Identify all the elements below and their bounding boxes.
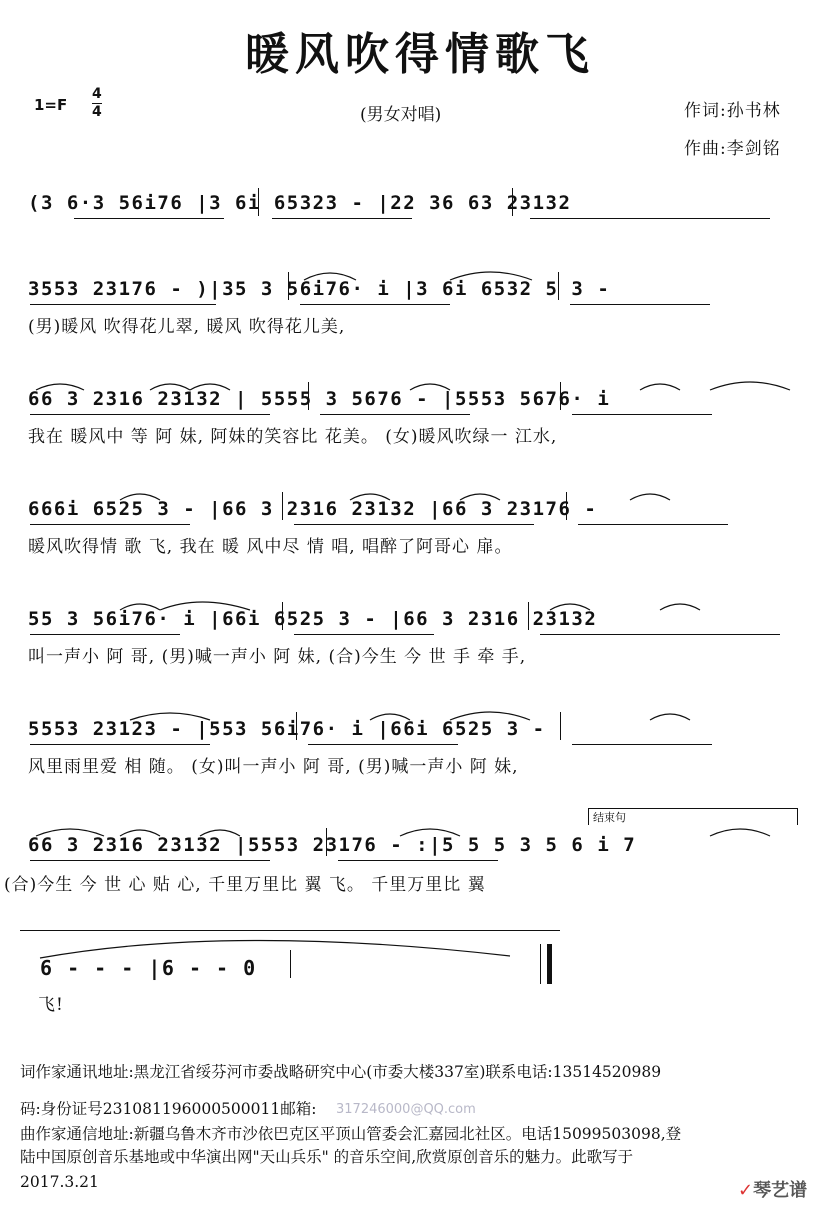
- site-logo: [738, 1176, 807, 1202]
- lyricist-credit: 作词:孙书林: [684, 101, 781, 121]
- ending-label: 结束句: [588, 808, 798, 825]
- beam-line: [300, 304, 450, 305]
- slur-mark: [300, 264, 540, 284]
- footer-line-3: 曲作家通信地址:新疆乌鲁木齐市沙依巴克区平顶山管委会汇嘉园北社区。电话15099503098,登: [20, 1125, 682, 1143]
- footer-line-4: 陆中国原创音乐基地或中华演出网"天山兵乐" 的音乐空间,欣赏原创音乐的魅力。此歌写于: [20, 1148, 634, 1166]
- barline: [288, 272, 289, 300]
- time-signature-top: 4: [92, 86, 102, 102]
- song-title: 暖风吹得情歌飞: [245, 29, 595, 80]
- lyrics-line: 暖风吹得情 歌 飞, 我在 暖 风中尽 情 唱, 唱醉了阿哥心 扉。: [28, 537, 513, 557]
- time-signature: [92, 86, 102, 121]
- final-barline-thick: [547, 944, 552, 984]
- footer-line-1: 词作家通讯地址:黑龙江省绥芬河市委战略研究中心(市委大楼337室)联系电话:13514520989: [20, 1063, 662, 1081]
- beam-line: [272, 218, 412, 219]
- final-barline-thin: [540, 944, 541, 984]
- email-watermark: 317246000@QQ.com: [336, 1102, 476, 1117]
- notation-line: 3553 23176 - )|35 3 56i76· i |3 6i 6532 5 3 -: [28, 278, 611, 300]
- slur-mark: [30, 704, 810, 724]
- notation-line: 5553 23123 - |553 56i76· i |66i 6525 3 -: [28, 718, 546, 740]
- footer-line-2: 码:身份证号231081196000500011邮箱:: [20, 1100, 317, 1118]
- slur-mark: [30, 374, 810, 394]
- beam-line: [338, 860, 498, 861]
- beam-line: [320, 414, 470, 415]
- slur-mark: [30, 818, 810, 840]
- notation-line: 66 3 2316 23132 |5553 23176 - :|5 5 5 3 5 6 i 7: [28, 834, 637, 856]
- beam-line: [572, 414, 712, 415]
- beam-line: [308, 744, 458, 745]
- beam-line: [572, 744, 712, 745]
- slur-mark: [30, 930, 530, 960]
- lyrics-line: 我在 暖风中 等 阿 妹, 阿妹的笑容比 花美。 (女)暖风吹绿一 江水,: [28, 427, 558, 447]
- barline: [558, 272, 559, 300]
- lyrics-line: 风里雨里爱 相 随。 (女)叫一声小 阿 哥, (男)喊一声小 阿 妹,: [28, 757, 519, 777]
- beam-line: [30, 414, 270, 415]
- lyrics-line: 叫一声小 阿 哥, (男)喊一声小 阿 妹, (合)今生 今 世 手 牵 手,: [28, 647, 527, 667]
- beam-line: [540, 634, 780, 635]
- logo-text: 琴艺谱: [753, 1180, 808, 1201]
- beam-line: [530, 218, 770, 219]
- beam-line: [578, 524, 728, 525]
- slur-mark: [30, 594, 810, 614]
- barline: [258, 188, 259, 216]
- beam-line: [570, 304, 710, 305]
- slur-mark: [30, 484, 810, 504]
- beam-line: [30, 860, 270, 861]
- beam-line: [30, 524, 190, 525]
- barline: [290, 950, 291, 978]
- notation-line: 666i 6525 3 - |66 3 2316 23132 |66 3 23176 -: [28, 498, 598, 520]
- barline: [512, 188, 513, 216]
- beam-line: [30, 304, 216, 305]
- beam-line: [30, 744, 210, 745]
- subtitle: (男女对唱): [360, 105, 442, 125]
- notation-line: 55 3 56i76· i |66i 6525 3 - |66 3 2316 23132: [28, 608, 598, 630]
- beam-line: [294, 524, 534, 525]
- notation-line: 6 - - - |6 - - 0: [40, 956, 257, 980]
- time-signature-bottom: 4: [92, 104, 102, 120]
- beam-line: [74, 218, 224, 219]
- beam-line: [294, 634, 434, 635]
- lyrics-line: (合)今生 今 世 心 贴 心, 千里万里比 翼 飞。 千里万里比 翼: [4, 875, 486, 895]
- lyrics-line: 飞!: [38, 995, 64, 1015]
- logo-icon: ✓: [738, 1180, 754, 1201]
- composer-credit: 作曲:李剑铭: [684, 139, 781, 159]
- notation-line: (3 6·3 56i76 |3 6i 65323 - |22 36 63 23132: [28, 192, 572, 214]
- key-signature: 1=F: [34, 96, 68, 114]
- lyrics-line: (男)暖风 吹得花儿翠, 暖风 吹得花儿美,: [28, 317, 346, 337]
- beam-line: [30, 634, 180, 635]
- footer-line-5: 2017.3.21: [20, 1173, 99, 1191]
- notation-line: 66 3 2316 23132 | 5555 3 5676 - |5553 5676· i: [28, 388, 611, 410]
